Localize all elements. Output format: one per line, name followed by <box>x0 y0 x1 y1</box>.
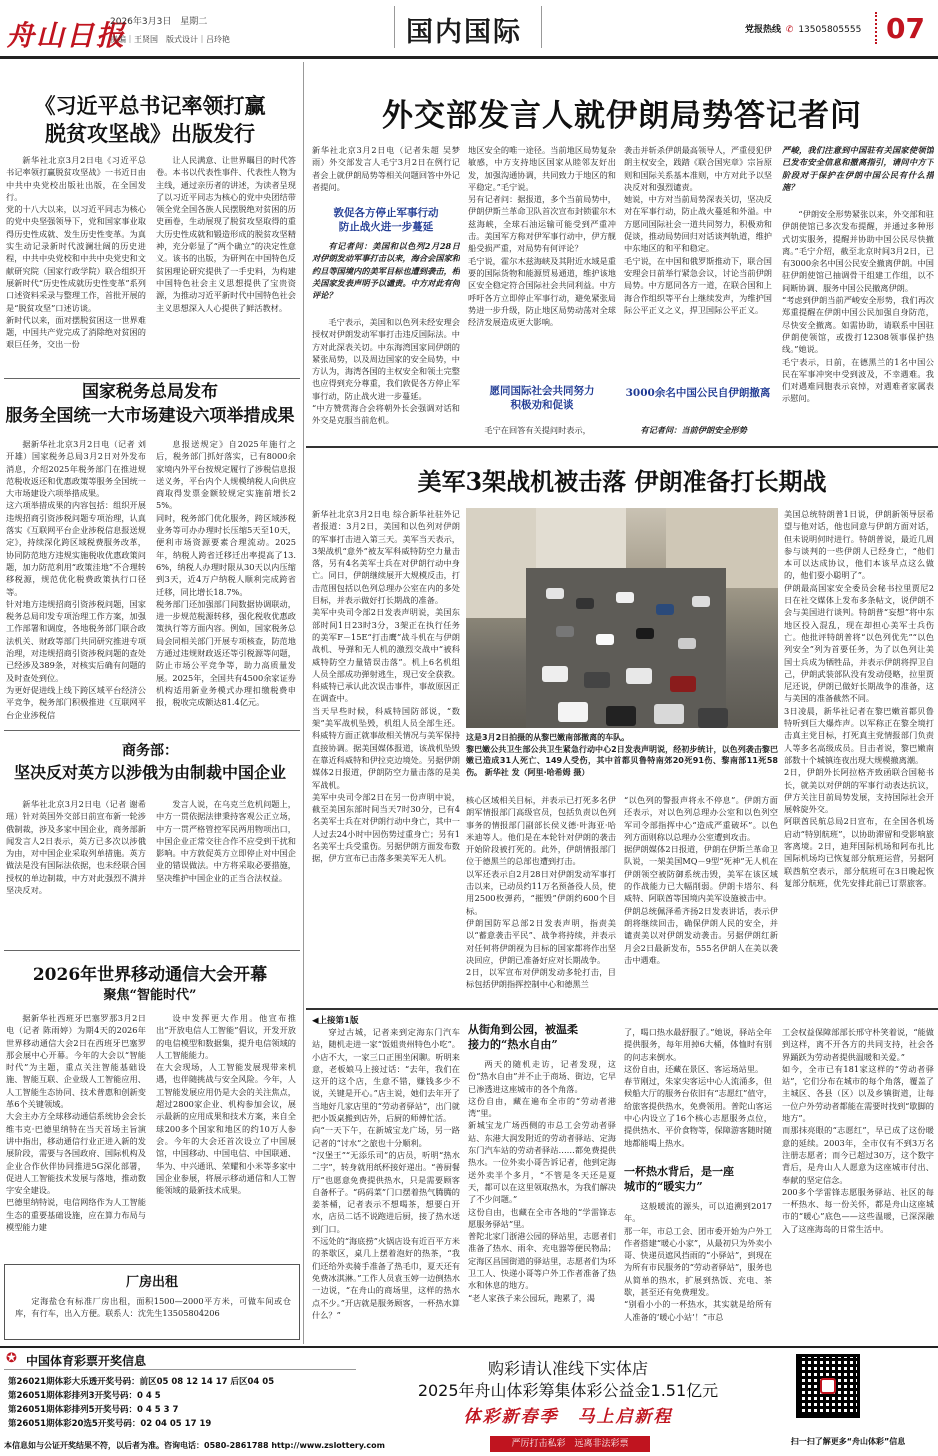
article-title: 外交部发言人就伊朗局势答记者问 <box>382 98 862 134</box>
masthead-rule <box>0 56 938 59</box>
issue-date <box>110 14 207 27</box>
question-3-cont: 严峻，我们注意到中国驻有关国家使领馆已发布安全信息和撤离指引，请问中方下阶段对于保护在伊朗中国公民有什么措施？ <box>782 145 934 192</box>
newspaper-logo: 舟山日报 <box>6 19 127 52</box>
continued-marker: ◀上接第1版 <box>312 1016 359 1026</box>
photo-car <box>616 592 634 603</box>
ad-body: 定海盐仓有标准厂房出租，面积1500—2000平方米，可做车间或仓库，有行车，出入方便。联系人：沈先生13505804206 <box>15 1296 291 1319</box>
promo-banner: 严厉打击私彩 远离非法彩票 <box>490 1436 650 1452</box>
weekday: 星期二 <box>180 17 208 27</box>
article-lead: 新华社北京3月2日电（记者朱超 吴梦雨）外交部发言人毛宁3月2日在例行记者会上就伊朗局势等相关问题回答中外记者提问。 <box>312 145 460 192</box>
subhead-2: 一杯热水背后，是一座 城市的“暖实力” <box>624 1165 734 1193</box>
lottery-logo-icon: ✪ <box>6 1351 17 1366</box>
title-line-1: 《习近平总书记率领打赢 <box>34 93 266 118</box>
article-col4: 美国总统特朗普1日说，伊朗新领导层希望与他对话，他也同意与伊朗方面对话，但未说明何时进行。特朗普说，最近几周参与谈判的一些伊朗人已经身亡，“他们本可以达成协议，他们本该早点这么做的，他们耍小聪明了”。 伊朗最高国家安全委员会秘书拉里贾尼2日在社交媒体上发布多条帖文，说伊朗不会与美国进行谈判。特朗普“妄想”将中东地区投入混乱，现在却担心美军士兵伤亡。他批评特朗普将“以色列优先”“以色列安全”列为首要任务，为了以色列让美国士兵成为牺牲品，并表示伊朗将捍卫自己，伊朗武装部队没有发动侵略，拉里贾尼还说，伊朗已做好长期战争的准备，这与美国的准备截然不同。 3日凌晨，新华社记者在黎巴嫩首都贝鲁特听到巨大爆炸声。以军称正在黎全境打击真主党目标，打死真主党情报部门负责人等多名高级成员。目击者说，黎巴嫩南部数十个城镇连夜出现大规模撤离潮。 2日，伊朗外长阿拉格齐致函联合国秘书长，就美以对伊朗的军事行动表达抗议，伊方关注目前局势发展，支持国际社会开展斡旋外交。 阿联酋民航总局2日宣布，在全国各机场启动“特别航班”，以协助滞留和受影响旅客离境。2日，迪拜国际机场和阿布扎比国际机场均已恢复部分航班运营，另据阿联酋航空表示，部分航班可在3日晚起恢复部分航班，优先安排此前已订票旅客。 <box>784 509 934 888</box>
article-col4: 工会权益保障部部长邢守朴笑着说，“能做到这样，离不开各方的共同支持，社会各界踊跃为劳动者提供温暖和关爱。” 如今，全市已有181家这样的“劳动者驿站”，它们分布在城市的每个角落，覆盖了主城区、各县（区）以及乡镇街道，让每一位户外劳动者都能在需要时找到“歇脚的地方”。 而那抹亮眼的“志愿红”，早已成了这份暖意的延续。2003年，全市仅有不到3万名注册志愿者；而今已超过30万，这个数字背后，是舟山人人愿意为这座城市付出、奉献的坚定信念。 200多个学雷锋志愿服务驿站、社区的每一杯热水、每一份关怀，都是舟山这座城市的“暖心”底色——这些温暖，已深深融入了这座海岛的日常生活中。 <box>782 1027 934 1234</box>
question-3: 有记者问：当前伊朗安全形势 <box>640 425 747 435</box>
qr-logo <box>820 1378 836 1394</box>
lottery-title: 中国体育彩票开奖信息 <box>26 1354 147 1368</box>
photo-car <box>670 676 696 692</box>
photo-car <box>678 638 696 649</box>
photo-car <box>698 708 728 728</box>
page-number: 07 <box>886 12 925 45</box>
article-col3b: 这般暖流的源头，可以追溯到2017年。 那一年，市总工会、团市委开始为户外工作者搭建“暖心小家”，从最初只为外卖小哥、快递员遮风挡雨的“小驿站”，到现在为所有市民服务的“劳动者驿站”，服务也从简单的热水，扩展到热饭、充电、茶歇，甚至还有免费理发。 “别看小小的一杯热水，其实就是给所有人准备的‘暖心小站’！”市总 <box>624 1201 772 1322</box>
column-rule <box>303 62 304 1344</box>
article-station <box>306 1012 938 1346</box>
article-col3: “以色列的警报声将永不停息”。伊朗方面还表示，对以色列总理办公室和以色列空军司令部指挥中心“造成严重破坏”。以色列方面则称以总理办公室遭到攻击。 据伊朗媒体2日报道，伊朗在伊斯兰革命卫队说，一架美国MQ－9型“死神”无人机在伊朗领空被防御系统击毁，美军在该区域的作战能力已大幅削弱。伊朗卡塔尔、科威特、阿联酋等国境内美军设施被击中。 伊朗总统佩泽希齐扬2日发表讲话，表示伊朗将继续回击，确保伊朗人民的安全，并谴责美以对伊朗发动袭击。另据伊朗红新月会2日最新发布，555名伊朗人在美以袭击中遇难。 <box>624 795 778 965</box>
hotline-label: 党报热线 <box>745 25 782 35</box>
article-col3: 了，喝口热水最舒服了。”她说，驿站全年提供服务，每年用掉6大桶，体恤时有别的问志来倒水。 这份自由，还藏在景区、客运场站里。 春节刚过，朱家尖客运中心人流涌多，但候船大厅的服务台依旧有“志愿红”值守，给旅客提供热水，免费领用。普陀山客运中心内设立了16个核心志愿服务点位，提供热水、平价食物等，保障游客随时随地都能喝上热水。 <box>624 1027 772 1148</box>
article-col1: 新华社北京3月2日电 综合新华社驻外记者报道：3月2日，美国和以色列对伊朗的军事打击进入第三天。美军当天表示，3架战机“意外”被友军科威特防空力量击落，另有4名美军士兵在对伊朗行动中身亡。同日，伊朗继续展开大规模反击，打击范围包括以色列总理办公室在内的多处目标，并表示做好打长期战的准备。 美军中央司令部2日发表声明说，美国东部时间1日23时3分，3架正在执行任务的美军F－15E“打击鹰”战斗机在与伊朗战机、导弹和无人机的激烈交战中“被科威特防空力量错误击落”。机上6名机组人员全部成功弹射逃生，现已安全获救。科威特已承认此次误击事件，事故原因正在调查中。 当天早些时候，科威特国防部说，“数架”美军战机坠毁，机组人员全部生还。科威特方面正就事故相关情况与美军保持直接协调。据美国媒体报道，该战机坠毁在靠近科威特和伊拉克边境处。另据伊朗媒体2日报道，伊朗防空力量击落的是美军战机。 美军中央司令部2日在另一份声明中说，截至美国东部时间当天7时30分，已有4名美军士兵在对伊朗行动中身亡，其中一人过去24小时中因伤势过重身亡；另有1名美军士兵受重伤。另据伊朗方面发布数据，伊方宣布已击落多架美军无人机。 <box>312 509 460 864</box>
photo-car <box>596 634 614 645</box>
photo-car <box>626 668 652 684</box>
article-mwc <box>0 952 300 1264</box>
subhead-1: 从街角到公园，被温柔 接力的“热水自由” <box>468 1023 578 1051</box>
masthead <box>0 0 938 62</box>
photo-car <box>692 596 710 607</box>
caption-text: 这是3月2日拍摄的从黎巴嫩南部撤离的车队。 黎巴嫩公共卫生部公共卫生紧急行动中心2日发表声明说，经初步统计，以色列袭击黎巴嫩已造成31人死亡、149人受伤，其中首都贝鲁特南郊20死91伤、黎南部11死58伤。 <box>466 733 778 777</box>
article-col2: 两天的随机走访，记者发现，这份“热水自由”并不止于商场、街边，它早已渗透进这座城市的各个角落。 这份自由，藏在遍布全市的“劳动者港湾”里。 新城宝龙广场西侧的市总工会劳动者驿站、东港大润发附近的劳动者驿站、定海东门汽车站的劳动者驿站……都免费提供热水。一位外卖小哥告诉记者，他到定海送外卖半个多月，“不管是冬天还是夏天，都可以在这里领取热水，为我们解决了不少问题。” 这份自由，也藏在全市各地的“学雷锋志愿服务驿站”里。 普陀北家门浙港公园的驿站里，志愿者们准备了热水、雨伞、充电器等便民物品；定海区昌国街道的驿站里，志愿者们为环卫工人、快递小哥等户外工作者准备了热水和休息的地方。 “老人家孩子来公园玩，跑累了，渴 <box>468 1059 616 1303</box>
photo-car <box>576 598 594 609</box>
lottery-line: 第26021期体彩大乐透开奖号码：前区05 08 12 14 17 后区04 05 <box>8 1377 275 1387</box>
article-body-col1: 据新华社西班牙巴塞罗那3月2日电（记者 陈雨婷）为期4天的2026年世界移动通信大会2日在西班牙巴塞罗那会展中心开幕。今年的大会以“智能时代”为主题，重点关注智能基础设施、智能互联、企业级人工智能应用、人工智能生态协同、技术普惠和创新变革6个关键领域。 大会主办方全球移动通信系统协会会长维韦克·巴德里纳特在当天首场主旨演讲中指出，移动通信行业正进入新的发展阶段，需要与各国政府、国际机构及企业合作伙伴协同推进5G深化部署，促进人工智能技术发展与落地，推动数字安全建设。 巴德里纳特说，电信网络作为人工智能生态的重要基础设施，应在算力布局与模型能力建 <box>6 1013 146 1233</box>
article-body-col2: 让人民满意、让世界瞩目的时代答卷。本书以代表性事件、代表性人物为主线，通过亲历者的讲述，为读者呈现了以习近平同志为核心的党中央团结带领全党全国各族人民摆脱绝对贫困的历史画卷，生动展现了脱贫攻坚取得的重大历史性成就和锻造形成的脱贫攻坚精神，充分彰显了“两个确立”的决定性意义。该书的出版，为研判在中国特色反贫困理论研究提供了一手史料，为构建中国特色社会主义思想提供了宝贵资源，为推动习近平新时代中国特色社会主义思想深入人心提供了鲜活教材。 <box>156 155 296 313</box>
promo-slogan: 体彩新春季 马上启新程 <box>463 1407 673 1427</box>
article-body-col1: 新华社北京3月2日电（记者 谢希瑶）针对英国外交部日前宣布新一轮涉俄制裁，涉及多家中国企业，商务部新闻发言人2日表示，英方已多次以涉俄为由，对中国企业采取列单措施。英方做法是没有国际法依据，也未经联合国授权的单边制裁，中方对此强烈不满并坚决反对。 <box>6 799 146 896</box>
article-title: 美军3架战机被击落 伊朗准备打长期战 <box>417 467 827 496</box>
page-divider <box>875 12 877 44</box>
divider <box>4 378 300 379</box>
lottery-header <box>4 1350 356 1370</box>
subhead-3: 3000余名中国公民自伊朗撤离 <box>625 387 771 399</box>
article-col2b: 毛宁在回答有关提问时表示， <box>484 425 591 435</box>
news-photo-convoy <box>466 508 778 728</box>
hotline-number: 13505805555 <box>798 25 862 35</box>
title-line-2: 脱贫攻坚战》出版发行 <box>45 121 255 146</box>
article-title <box>0 92 300 148</box>
divider <box>4 950 300 951</box>
promo-line-1: 购彩请认准线下实体店 <box>487 1359 648 1378</box>
lottery-footer: 本信息如与公证开奖结果不符，以后者为准。咨询电话：0580-2861788 http://www.zslottery.com <box>4 1441 385 1450</box>
date: 2026年3月3日 <box>110 17 172 27</box>
article-col3: 袭击并斩杀伊朗最高领导人，严重侵犯伊朗主权安全，践踏《联合国宪章》宗旨原则和国际关系基本准则，中方对此予以坚决反对和强烈谴责。 她说，中方对当前局势深表关切，坚决反对在军事行动，防止战火蔓延和外溢。中方愿同国际社会一道共同努力，积极劝和促谈，推动局势回归对话谈判轨道，维护中东地区的和平和稳定。 毛宁说，在中国和俄罗斯推动下，联合国安理会日前举行紧急会议，讨论当前伊朗局势。中方愿同各方一道，在联合国和上海合作组织等平台上继续发声，为维护国际公平正义之义，捍卫国际公平正义。 <box>624 145 772 315</box>
phone-icon: ✆ <box>785 25 794 35</box>
lottery-line: 第26051期体彩20选5开奖号码：02 04 05 17 19 <box>8 1419 212 1429</box>
photo-car <box>636 628 654 639</box>
bottom-rule <box>0 1346 938 1348</box>
article-body-col1: 据新华社北京3月2日电（记者 刘开雄）国家税务总局3月2日对外发布消息，介绍2025年税务部门在推进规范税收返还和优惠政策等服务全国统一大市场建设六项举措成果。 这六项举措成果的内容包括：组织开展违规招商引资涉税问题专项治理，认真落实《互联网平台企业涉税信息报送规定》，持续深化跨区域税费服务改革，协同防范地方违规实施税收优惠政策问题，加力防范利用“政策洼地”不合理转移税源，规范优化税费政策执行口径等。 针对地方违规招商引资涉税问题，国家税务总局印发专项治理工作方案，加强工作部署和调度，各地税务部门联合政法机关、财政等部门共同研究推进专项治理，对违规招商引资涉税问题的查处已经涉及389条，对核实后确有问题的及时查处到位。 为更好促进线上线下跨区域平台经济公平竞争，税务部门积极推进《互联网平台企业涉税信 <box>6 439 146 720</box>
lottery-line: 第26051期体彩排列5开奖号码：0 4 5 3 7 <box>8 1405 179 1415</box>
lottery-line: 第26051期体彩排列3开奖号码：0 4 5 <box>8 1391 161 1401</box>
photo-car <box>558 702 588 722</box>
promo-line-2: 2025年舟山体彩筹集体彩公益金1.51亿元 <box>417 1381 719 1400</box>
divider <box>306 1008 938 1010</box>
photo-car <box>542 666 568 682</box>
qr-caption: 扫一扫了解更多“舟山体彩”信息 <box>790 1437 906 1446</box>
article-jets <box>306 448 938 1008</box>
section-title: 国内国际 <box>406 17 522 48</box>
article-fmprc <box>306 62 938 442</box>
answer-1: 毛宁表示，美国和以色列未经安理会授权对伊朗发动军事打击违反国际法。中方对此深表关切。中东海湾国家同伊朗的紧张局势，以及周边国家的安全局势，中方认为，海湾各国的主权安全和领土完整也应得到充分尊重，我们敦促各方停止军事行动，防止战火进一步蔓延。 “中方赞赏海合会将朝外长会强调对话和外交是克服当前危机。 <box>312 317 460 426</box>
article-title: 坚决反对英方以涉俄为由制裁中国企业 <box>13 763 286 782</box>
article-body-col2: 发言人说，在乌克兰危机问题上，中方一贯依据法律秉持客观公正立场，中方一贯严格管控军民两用物项出口，中国企业正常交往合作不应受到干扰和影响。中方敦促英方立即停止对中国企业的错误做法。中方将采取必要措施，坚决维护中国企业的正当合法权益。 <box>156 799 296 883</box>
divider <box>4 730 300 731</box>
lottery-promo <box>368 1350 938 1456</box>
photo-building <box>536 508 626 568</box>
article-title <box>0 380 300 428</box>
photo-car <box>546 588 564 599</box>
article-col4: “伊朗安全形势紧张以来，外交部和驻伊朗使馆已多次发布提醒，并通过多种形式切实服务，提醒并协助中国公民尽快撤离。”毛宁介绍，截至北京时间3月2日，已有3000余名中国公民安全撤离伊朗。中国驻伊朗使馆已抽调骨干组建工作组，以不间断协调、服务中国公民撤离伊朗。 “考虑到伊朗当前严峻安全形势，我们再次郑重提醒在伊朗中国公民加强自身防范，尽快安全撤离。如需协助，请联系中国驻伊朗使领馆，或拨打12308领事保护热线。”她说。 毛宁表示，日前，在德黑兰的1名中国公民在军事冲突中受到波及，不幸遇难。我们对遇难同胞表示哀悼，对遇难者家属表示慰问。 <box>782 209 934 404</box>
lottery-results <box>0 1350 385 1456</box>
article-tax <box>0 380 300 730</box>
title-line-2: 服务全国统一大市场建设六项举措成果 <box>5 406 295 426</box>
article-subtitle: 聚焦“智能时代” <box>103 988 197 1003</box>
article-mofcom <box>0 734 300 950</box>
photo-car <box>656 604 674 615</box>
hotline <box>745 22 861 35</box>
photo-car <box>654 704 684 724</box>
photo-car <box>556 626 574 637</box>
subhead-2: 愿同国际社会共同努力 积极劝和促谈 <box>489 385 595 411</box>
article-col2: 地区安全的唯一途径。当前地区局势复杂敏感，中方支持地区国家从睦邻友好出发，加强沟通协调，共同致力于地区的和平稳定。”毛宁说。 另有记者问：据报道，多个当前局势中，伊朗伊斯兰革命卫队首次宣布封锁霍尔木兹海峡，全球石油运输可能受到严重冲击。美国军方称对伊军事行动中，伊方舰船受损严重，对局势有何评论？ 毛宁说，霍尔木兹海峡及其附近水域是重要的国际货物和能源贸易通道，维护该地区安全稳定符合国际社会共同利益。中方呼吁各方立即停止军事行动，避免紧张局势进一步升级，防止地区局势动荡对全球经济发展造成更大影响。 <box>468 145 616 328</box>
ad-title: 厂房出租 <box>125 1275 178 1290</box>
article-col1: 穿过古城，记者来到定海东门汽车站，随机走进一家“饭姐贵州特色小吃”。小店不大，一家三口正围坐闲聊。听明来意，老板娘马上接过话：“去年，我们在这开的这个店，生意不错，赚钱多少不说，关键是开心。”店主说，她们去年开了当地好几家店里的“劳动者驿站”，出门就把小饭桌搬到店外，后厨的师傅忙活。 向“一天下午，在新城宝龙广场，另一路记者的“讨水”之旅也十分顺利。 “汉堡王”“无添乐司”的店员，听明“热水二字”，转身就用纸杯接好递出。“善厨餐厅”也愿意免费提供热水，只是需要顾客自备杯子。“码码菜”门口摆着热气腾腾的姜茶桶，记者表示不想喝茶，想要白开水，店员二话不说跑进后厨，接了热水送到门口。 不远处的“海底捞”火锅店设有近百平方米的茶歇区，桌几上摆着泡好的热茶，“我们还给外卖骑手准备了热毛巾，夏天还有免费冰淇淋。”工作人员袁玉婷一边倒热水一边说，“在舟山的商场里，这样的热水点不少。”开店就是服务顾客，一杯热水算什么？” <box>312 1027 460 1320</box>
question-1: 有记者问：美国和以色列2月28日对伊朗发动军事打击以来，海合会国家和约旦等国境内的美军目标也遭到袭击，相关国家发表声明予以谴责。中方对此有何评论？ <box>312 241 460 301</box>
article-body-col2: 息报送规定》自2025年施行之后，税务部门抓好落实，已有8000余家境内外平台按规定履行了涉税信息报送义务，平台内个人规模纳税人向供应商取得发票金额较规定实施前增长25%。 同时，税务部门优化服务，跨区域涉税业务等可办办理时长压缩5天至10天，便利市场资源要素合理流动。2025年，纳税人跨省迁移迁出率提高了13.6%，纳税人办理时限从30天以内压缩到3天，近4万户纳税人顺利完成跨省迁移，同比增长18.7%。 税务部门还加强部门间数据协调联动，进一步规范税源转移，强化税收优惠政策执行等方面内容。例如，国家税务总局会同相关部门开展专项核查，防范地方通过违规财政返还等引税源等问题，防止市场公平竞争等，助力高质量发展。2025年，全国共有4500余家证券机构适用新业务模式办理扣缴税费申报，税收完成额达81.4亿元。 <box>156 439 296 708</box>
article-col2: 核心区域相关目标，并表示已打死多名伊朗军情报部门高级官员，包括负责以色列事务的情报部门副部长侯义德·叶海亚·哈米迪等人。他们是在本轮针对伊朗的袭击开始阶段被打死的。此外，伊朗情报部门位于德黑兰的总部也遭到打击。 以军还表示自2月28日对伊朗发动军事打击以来，已动员约11万名预备役人员，使用2500枚弹药，“摧毁”伊朗约600个目标。 伊朗国防军总部2日发表声明，指责美以“蓄意袭击平民”、战争将持续，并表示对任何将伊朗视为目标的国家都将作出坚决回应，伊朗已准备好应对长期战争。 2日，以军宣布对伊朗发动多轮打击，目标包括伊朗指挥控制中心和德黑兰 <box>466 795 616 990</box>
classified-ad <box>4 1264 300 1340</box>
article-kicker: 商务部： <box>122 743 178 759</box>
article-title: 2026年世界移动通信大会开幕 <box>32 965 268 985</box>
subhead-1: 敦促各方停止军事行动 防止战火进一步蔓延 <box>333 207 439 233</box>
article-body-col1: 新华社北京3月2日电《习近平总书记率领打赢脱贫攻坚战》一书近日由中共中央党校出版社出版，在全国发行。 党的十八大以来，以习近平同志为核心的党中央坚强领导下，党和国家事业取得历史性成就、发生历史性变革。为真实生动记录新时代波澜壮阔的历史进程，中共中央党校和中共中央党史和文献研究院（国家行政学院）联合组织开展新时代“历史性成就历史性变革”系列口述资料采录与整理工作，首批开展的是“脱贫攻坚”口述访谈。 新时代以来，面对摆脱贫困这一世界难题，中国共产党完成了消除绝对贫困的艰巨任务，交出一份 <box>6 155 146 350</box>
photo-credit: 新华社 发（阿里·哈希姆 摄） <box>484 767 590 777</box>
photo-car <box>584 672 610 688</box>
editor-line: 责编｜王贤国 版式设计｜吕玲艳 <box>110 35 230 44</box>
article-poverty <box>0 62 300 378</box>
title-line-1: 国家税务总局发布 <box>82 382 218 402</box>
photo-caption <box>466 732 778 790</box>
article-body-col2: 设中发挥更大作用。他宣布推出“开放电信人工智能”倡议，开发开放的电信模型和数据集，提升电信领域的人工智能能力。 在大会现场，人工智能发展现带来机遇，也伴随挑战与安全风险。今年，人工智能发展应用仍是大会的关注焦点，超过2800家企业、机构参加会议，展示最新的应用成果和技术方案，来自全球200多个国家和地区的约10万人参会。今年的大会还首次设立了中国展馆，中国移动、中国电信、中国联通、华为、中兴通讯、荣耀和小米等多家中国企业参展，将展示移动通信和人工智能领域的最新技术成果。 <box>156 1013 296 1196</box>
photo-car <box>606 706 636 726</box>
